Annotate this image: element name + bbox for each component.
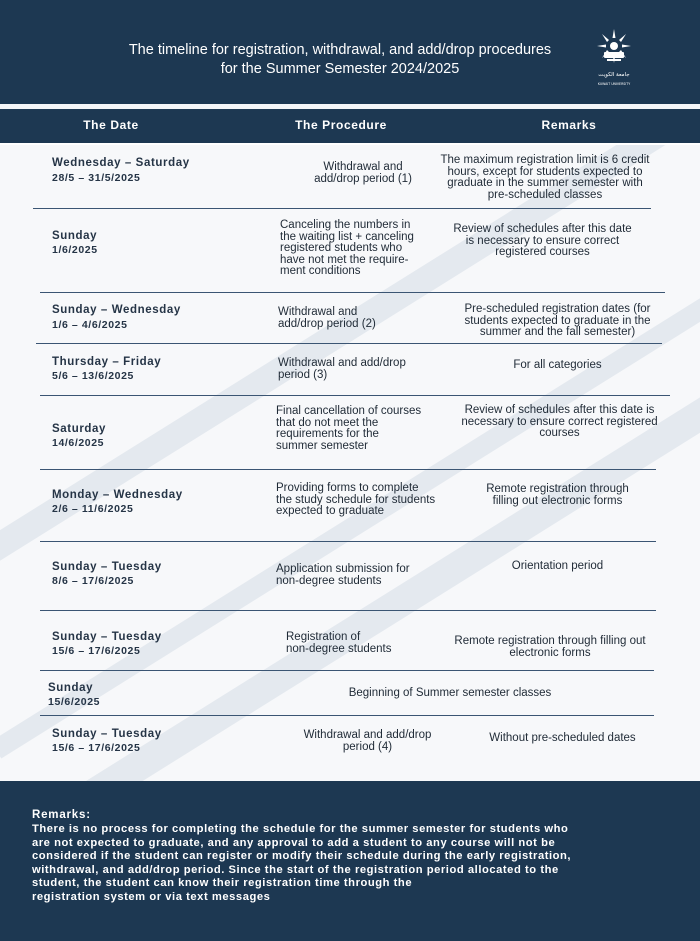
row-date-range: 15/6 – 17/6/2025	[52, 742, 141, 754]
footer-title: Remarks:	[32, 809, 91, 821]
row-day: Sunday	[52, 230, 98, 242]
column-header-date: The Date	[83, 118, 139, 132]
procedure-line: Final cancellation of courses	[276, 405, 422, 417]
procedure-line: add/drop period (1)	[314, 172, 412, 185]
row-remarks	[455, 484, 660, 507]
procedure-line: Canceling the numbers in	[280, 219, 411, 231]
row-day: Thursday – Friday	[52, 356, 162, 368]
row-day: Sunday – Tuesday	[52, 631, 162, 643]
remarks-line: Remote registration through	[486, 483, 629, 495]
row-procedure	[276, 483, 461, 518]
row-procedure	[276, 564, 461, 587]
procedure-line: Withdrawal and	[278, 306, 358, 318]
procedure-line: the study schedule for students	[276, 493, 436, 506]
row-remarks	[420, 155, 670, 201]
column-header-remarks: Remarks	[541, 118, 597, 132]
row-date-range: 28/5 – 31/5/2025	[52, 172, 141, 184]
remarks-line: Remote registration through filling out	[454, 635, 646, 647]
row-date-range: 2/6 – 11/6/2025	[52, 503, 134, 515]
row-date-range: 15/6/2025	[48, 696, 101, 708]
procedure-line: period (4)	[342, 740, 393, 753]
row-date-range: 1/6/2025	[52, 244, 98, 256]
remarks-line: electronic forms	[509, 646, 591, 659]
row-divider	[36, 343, 662, 344]
row-day: Sunday	[48, 682, 94, 694]
page-title	[110, 41, 570, 79]
row-date-range: 1/6 – 4/6/2025	[52, 319, 128, 331]
procedure-line: Withdrawal and add/drop	[303, 729, 432, 741]
row-date-range: 14/6/2025	[52, 437, 105, 449]
procedure-line: Application submission for	[276, 563, 410, 575]
procedure-line: Providing forms to complete	[276, 482, 419, 494]
table-header	[0, 109, 700, 145]
row-remarks	[440, 360, 675, 372]
row-date-range: 15/6 – 17/6/2025	[52, 645, 141, 657]
remarks-line: registered courses	[495, 246, 590, 258]
procedure-line: requirements for the	[276, 428, 379, 440]
row-day: Sunday – Wednesday	[52, 304, 181, 316]
row-day: Sunday – Tuesday	[52, 561, 162, 573]
row-date-range: 5/6 – 13/6/2025	[52, 370, 134, 382]
procedure-line: Registration of	[286, 631, 361, 643]
footer-line: withdrawal, and add/drop period. Since the start of the registration period allocated to the	[32, 863, 559, 876]
procedure-line: registered students who	[280, 242, 403, 254]
remarks-line: graduate in the summer semester with	[447, 177, 643, 189]
remarks-line: courses	[539, 427, 580, 439]
title-line-1: The timeline for registration, withdrawal, and add/drop procedures	[128, 42, 552, 58]
procedure-line: have not met the require-	[280, 253, 409, 266]
row-divider	[40, 610, 656, 611]
row-remarks	[442, 405, 677, 440]
row-divider	[40, 715, 654, 716]
row-divider	[40, 670, 654, 671]
row-remarks	[430, 224, 655, 259]
procedure-line: non-degree students	[286, 642, 392, 655]
row-remarks	[455, 733, 670, 745]
procedure-line: Beginning of Summer semester classes	[348, 687, 552, 699]
row-procedure	[276, 406, 451, 452]
procedure-line: non-degree students	[276, 574, 382, 587]
row-remarks	[432, 636, 668, 659]
row-divider	[33, 208, 651, 209]
row-remarks	[455, 561, 660, 573]
row-procedure	[275, 730, 460, 753]
logo-arabic-text: جامعة الكويت	[598, 72, 630, 78]
footer-line: registration system or via text messages	[32, 890, 271, 903]
procedure-line: that do not meet the	[276, 416, 379, 429]
remarks-line: Without pre-scheduled dates	[489, 732, 636, 744]
remarks-line: necessary to ensure correct registered	[461, 415, 658, 428]
procedure-line: Withdrawal and	[323, 161, 403, 173]
row-procedure	[300, 688, 600, 700]
row-date-range: 8/6 – 17/6/2025	[52, 575, 134, 587]
page-header	[0, 0, 700, 104]
university-logo	[596, 28, 632, 90]
title-line-2: for the Summer Semester 2024/2025	[220, 61, 460, 77]
row-divider	[40, 541, 656, 542]
row-procedure	[278, 307, 448, 330]
remarks-line: The maximum registration limit is 6 credit	[440, 154, 650, 166]
row-procedure	[278, 358, 448, 381]
remarks-line: students expected to graduate in the	[464, 314, 651, 327]
footer-remarks	[0, 781, 700, 941]
remarks-line: For all categories	[513, 359, 602, 371]
procedure-line: the waiting list + canceling	[280, 230, 414, 243]
remarks-line: Orientation period	[511, 560, 604, 572]
table-body	[0, 145, 700, 781]
procedure-line: expected to graduate	[276, 505, 385, 517]
remarks-line: filling out electronic forms	[492, 494, 623, 507]
remarks-line: is necessary to ensure correct	[465, 234, 620, 247]
footer-line: There is no process for completing the schedule for the summer semester for students who	[32, 823, 569, 835]
remarks-line: hours, except for students expected to	[447, 165, 643, 178]
procedure-line: period (3)	[278, 368, 328, 381]
procedure-line: summer semester	[276, 439, 369, 452]
footer-line: are not expected to graduate, and any approval to add a student to any course will not be	[32, 836, 556, 849]
row-day: Wednesday – Saturday	[52, 157, 190, 169]
footer-line: student, the student can know their registration time through the	[32, 877, 413, 890]
row-divider	[40, 469, 656, 470]
row-procedure	[286, 632, 456, 655]
row-remarks	[440, 304, 675, 339]
remarks-line: pre-scheduled classes	[487, 188, 603, 201]
procedure-line: ment conditions	[280, 265, 361, 277]
procedure-line: add/drop period (2)	[278, 317, 376, 330]
remarks-line: Review of schedules after this date is	[464, 404, 655, 416]
remarks-line: Review of schedules after this date	[453, 223, 632, 235]
footer-text	[32, 823, 672, 905]
remarks-line: Pre-scheduled registration dates (for	[464, 303, 651, 315]
row-day: Sunday – Tuesday	[52, 728, 162, 740]
row-divider	[40, 395, 670, 396]
column-header-procedure: The Procedure	[295, 118, 387, 132]
footer-line: considered if the student can register or modify their schedule during the early registration,	[32, 850, 572, 863]
remarks-line: summer and the fall semester)	[479, 326, 636, 338]
logo-english-text: KUWAIT UNIVERSITY	[597, 82, 631, 86]
row-divider	[40, 292, 665, 293]
row-day: Monday – Wednesday	[52, 489, 183, 501]
procedure-line: Withdrawal and add/drop	[278, 357, 406, 369]
row-day: Saturday	[52, 423, 107, 435]
